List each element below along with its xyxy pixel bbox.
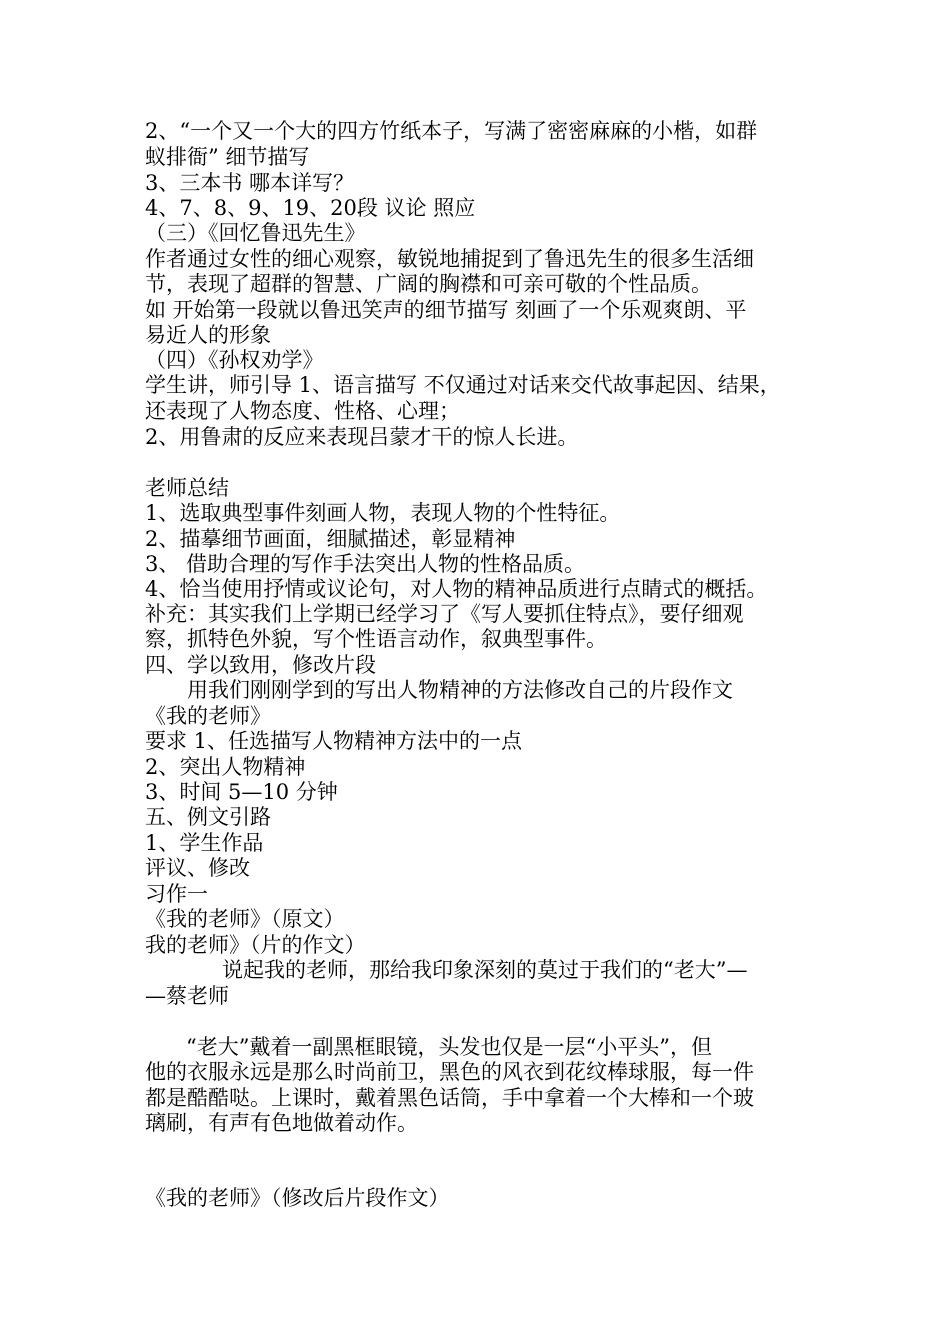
text-line: 《我的老师》 [145, 704, 271, 728]
text-line: 他的衣服永远是那么时尚前卫，黑色的风衣到花纹棒球服，每一件 [145, 1060, 754, 1084]
text-line: 4、恰当使用抒情或议论句，对人物的精神品质进行点睛式的概括。 [145, 577, 768, 601]
text-line: 如 开始第一段就以鲁迅笑声的细节描写 刻画了一个乐观爽朗、平 [145, 298, 747, 322]
text-line: 习作一 [145, 882, 208, 906]
text-line: 3、时间 5—10 分钟 [145, 780, 338, 804]
text-line: 2、描摹细节画面，细腻描述，彰显精神 [145, 527, 516, 551]
text-line: 节，表现了超群的智慧、广阔的胸襟和可亲可敬的个性品质。 [145, 272, 712, 296]
text-line: 四、学以致用，修改片段 [145, 653, 376, 677]
text-line: 学生讲，师引导 1、语言描写 不仅通过对话来交代故事起因、结果， [145, 373, 781, 397]
text-line: 1、选取典型事件刻画人物，表现人物的个性特征。 [145, 501, 621, 525]
text-line: 2、用鲁肃的反应来表现吕蒙才干的惊人长进。 [145, 425, 579, 449]
text-line: 要求 1、任选描写人物精神方法中的一点 [145, 729, 523, 753]
text-line: 还表现了人物态度、性格、心理； [145, 399, 460, 423]
text-line: 用我们刚刚学到的写出人物精神的方法修改自己的片段作文 [187, 678, 733, 702]
text-line: 2、突出人物精神 [145, 755, 306, 779]
text-line: （四）《孙权劝学》 [145, 348, 324, 372]
text-line: 都是酷酷哒。上课时，戴着黑色话筒，手中拿着一个大棒和一个玻 [145, 1086, 754, 1110]
text-line: 五、例文引路 [145, 805, 271, 829]
text-line: 璃刷，有声有色地做着动作。 [145, 1111, 418, 1135]
text-line: 4、7、8、9、19、20段 议论 照应 [145, 196, 476, 220]
text-line: （三）《回忆鲁迅先生》 [145, 221, 366, 245]
text-line: —蔡老师 [145, 984, 229, 1008]
text-line: 作者通过女性的细心观察，敏锐地捕捉到了鲁迅先生的很多生活细 [145, 247, 754, 271]
text-line: 3、 借助合理的写作手法突出人物的性格品质。 [145, 552, 586, 576]
text-line: 察，抓特色外貌，写个性语言动作，叙典型事件。 [145, 627, 607, 651]
section-heading: 老师总结 [145, 476, 229, 500]
text-line: 评议、修改 [145, 856, 250, 880]
text-line: 《我的老师》（修改后片段作文） [145, 1186, 450, 1210]
text-line: 2、“一个又一个大的四方竹纸本子，写满了密密麻麻的小楷，如群 [145, 119, 758, 143]
text-line: 易近人的形象 [145, 323, 271, 347]
text-line: 说起我的老师，那给我印象深刻的莫过于我们的“老大”— [222, 958, 748, 982]
text-line: 蚁排衙” 细节描写 [145, 145, 310, 169]
text-line: 《我的老师》（原文） [145, 907, 345, 931]
text-line: 补充：其实我们上学期已经学习了《写人要抓住特点》，要仔细观 [145, 602, 744, 626]
text-line: 3、三本书 哪本详写？ [145, 171, 355, 195]
text-line: 我的老师》（片的作文） [145, 933, 366, 957]
text-line: 1、学生作品 [145, 831, 264, 855]
text-line: “老大”戴着一副黑框眼镜，头发也仅是一层“小平头”，但 [186, 1035, 712, 1059]
